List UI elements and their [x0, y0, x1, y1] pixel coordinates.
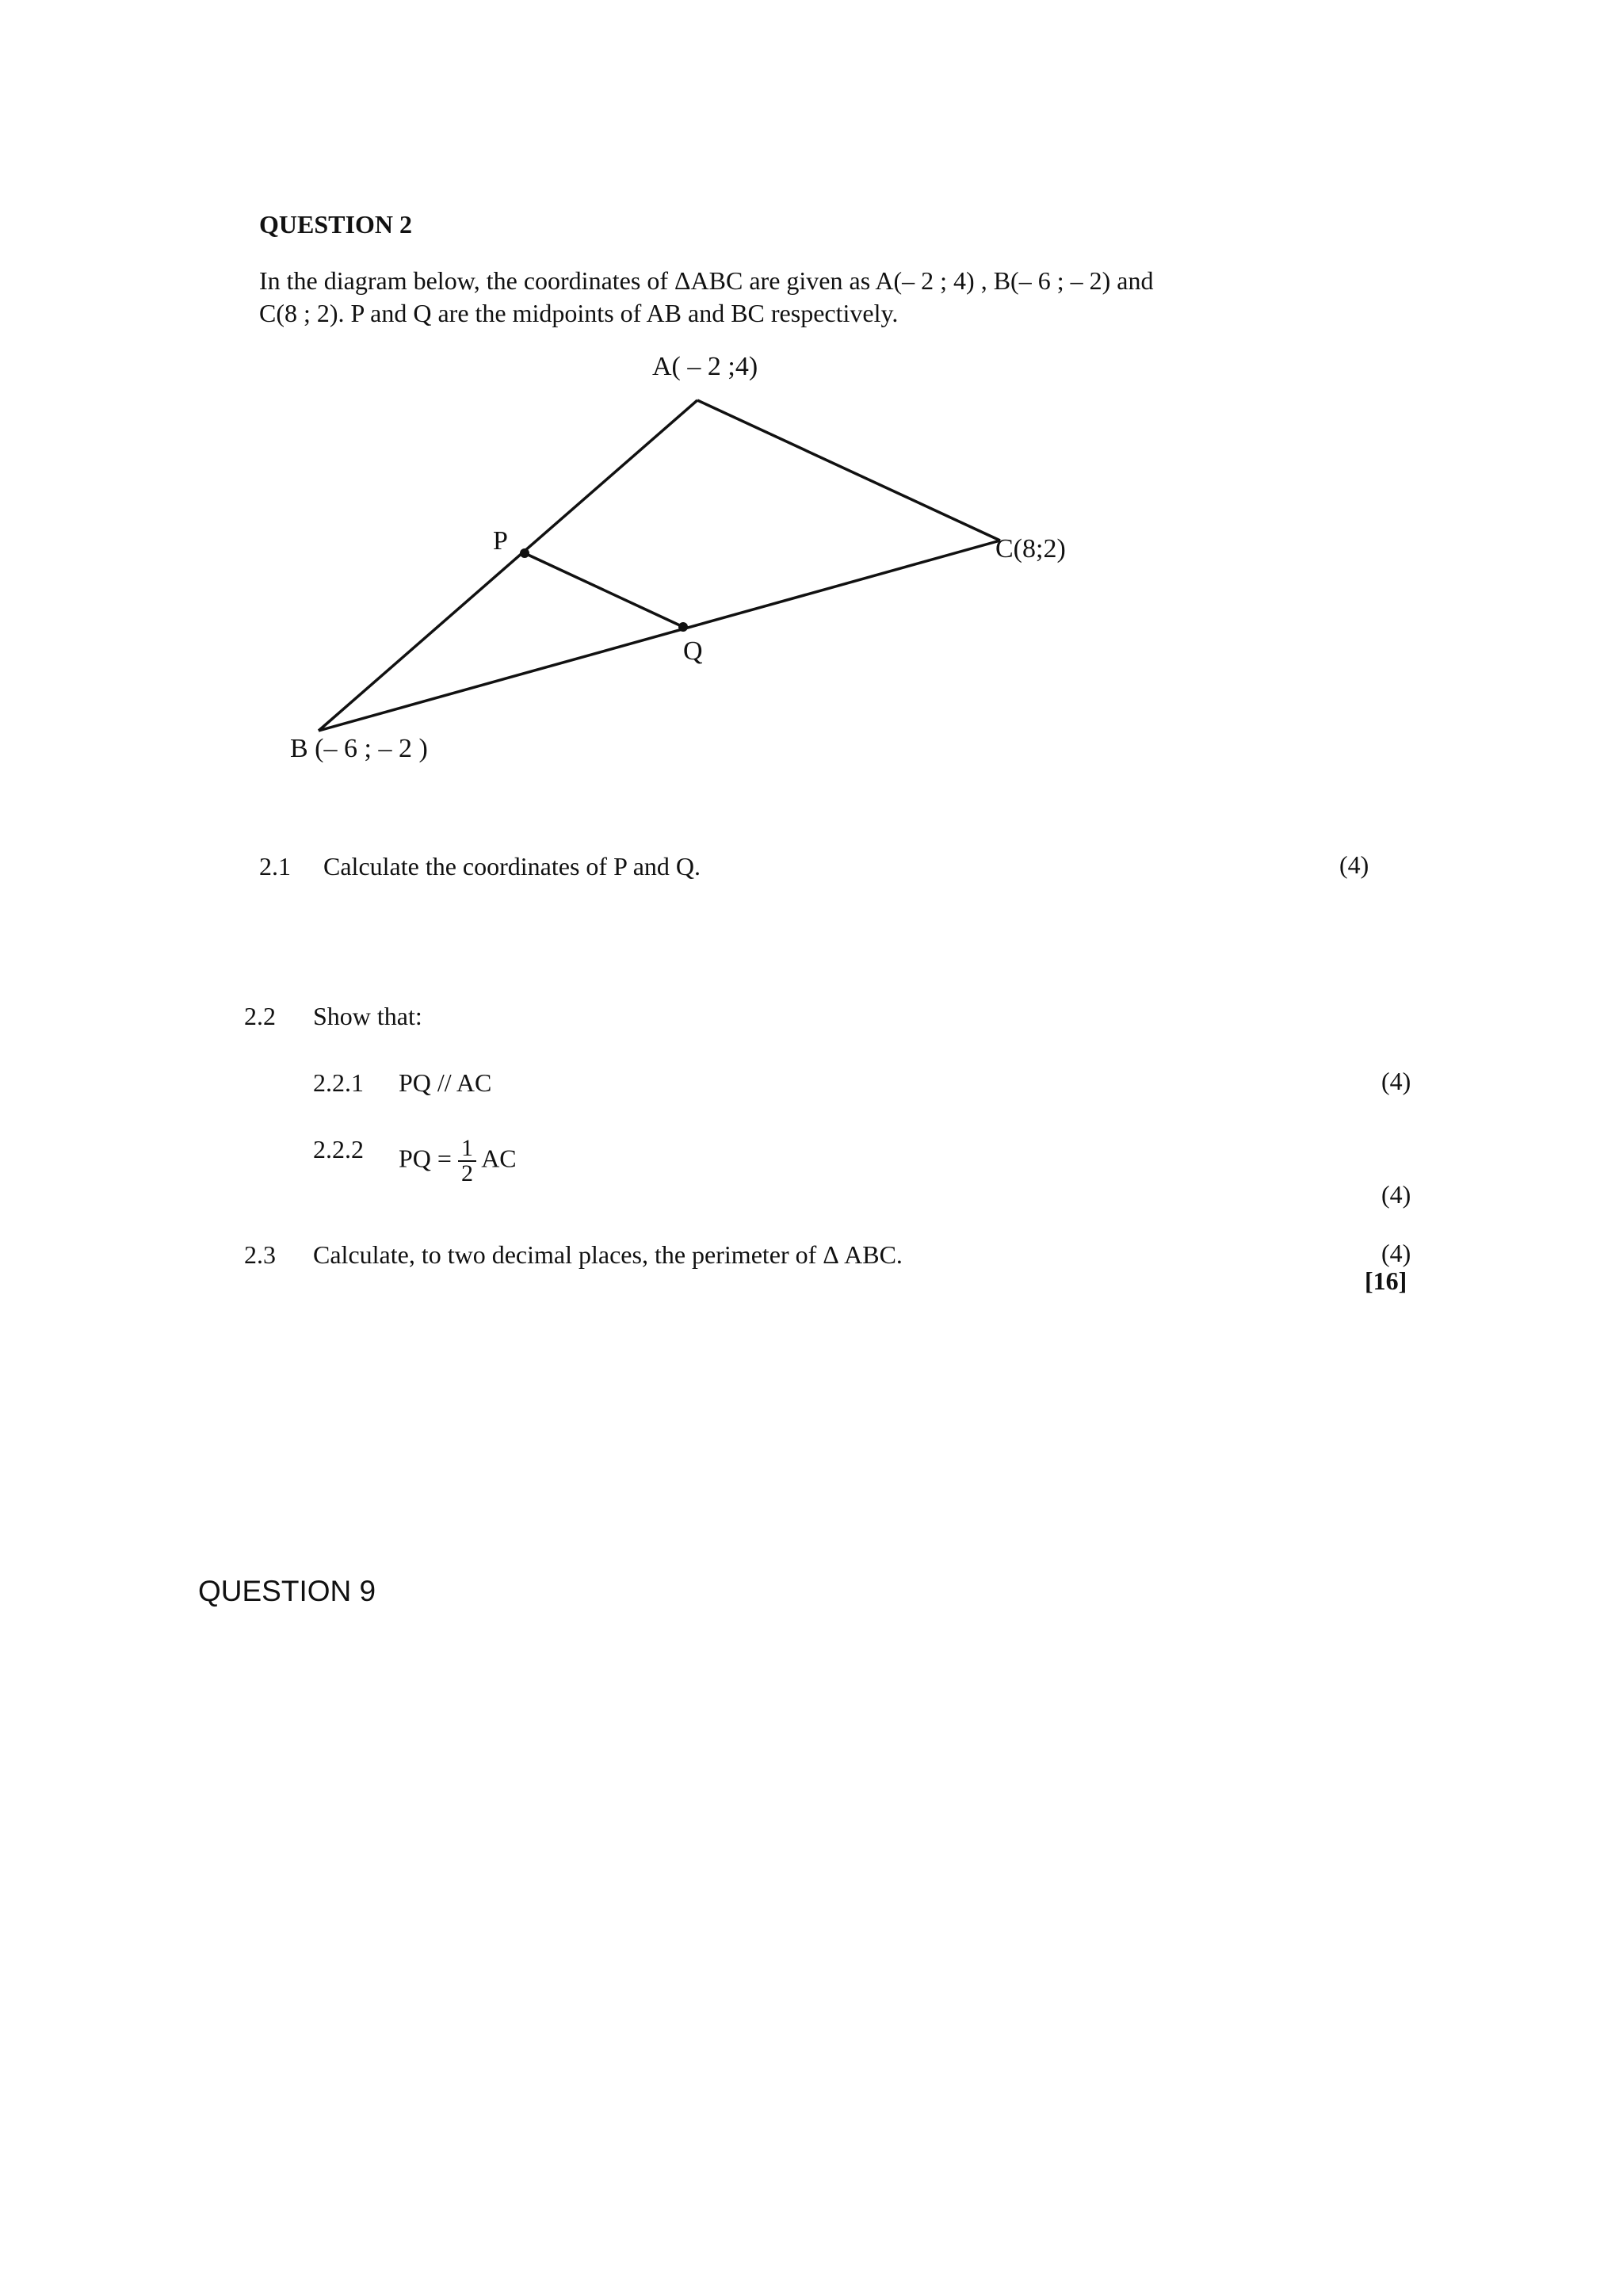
- q2-2-number: 2.2: [244, 1002, 276, 1030]
- q2-1-marks: (4): [1339, 850, 1369, 879]
- question-total: [16]: [1365, 1266, 1407, 1295]
- label-C: C(8;2): [995, 534, 1066, 563]
- q2-2-1-text: PQ // AC: [399, 1068, 492, 1097]
- side-BC: [319, 541, 1000, 731]
- point-P: [520, 548, 529, 558]
- fraction-numerator: 1: [458, 1137, 476, 1162]
- q2-2-1-marks: (4): [1381, 1067, 1411, 1095]
- question-9-heading: QUESTION 9: [198, 1575, 376, 1607]
- q2-3-text: Calculate, to two decimal places, the perimeter of Δ ABC.: [313, 1240, 903, 1269]
- label-B: B (– 6 ; – 2 ): [290, 734, 428, 763]
- label-Q: Q: [683, 636, 703, 666]
- q2-2-2-formula: [399, 1137, 517, 1186]
- q2-1-text: Calculate the coordinates of P and Q.: [323, 852, 701, 881]
- q2-2-2-number: 2.2.2: [313, 1135, 364, 1163]
- label-P: P: [493, 526, 508, 556]
- q2-1-number: 2.1: [259, 852, 291, 881]
- formula-lhs: PQ =: [399, 1144, 452, 1173]
- fraction-one-half: [458, 1137, 476, 1186]
- side-AC: [697, 400, 1000, 541]
- side-AB: [319, 400, 697, 731]
- question-2-heading: QUESTION 2: [259, 210, 412, 239]
- q2-3-marks: (4): [1381, 1239, 1411, 1267]
- intro-line-1: In the diagram below, the coordinates of ΔABC are given as A(– 2 ; 4) , B(– 6 ; – 2) and: [259, 266, 1154, 295]
- q2-2-2-marks: (4): [1381, 1180, 1411, 1209]
- label-A: A( – 2 ;4): [652, 352, 758, 381]
- q2-3-number: 2.3: [244, 1240, 276, 1269]
- formula-rhs: AC: [481, 1144, 517, 1173]
- q2-2-text: Show that:: [313, 1002, 422, 1030]
- segment-PQ: [525, 553, 683, 627]
- q2-2-1-number: 2.2.1: [313, 1068, 364, 1097]
- triangle-diagram: [0, 0, 1623, 793]
- point-Q: [678, 622, 688, 632]
- fraction-denominator: 2: [460, 1160, 473, 1186]
- intro-line-2: C(8 ; 2). P and Q are the midpoints of AB and BC respectively.: [259, 299, 899, 327]
